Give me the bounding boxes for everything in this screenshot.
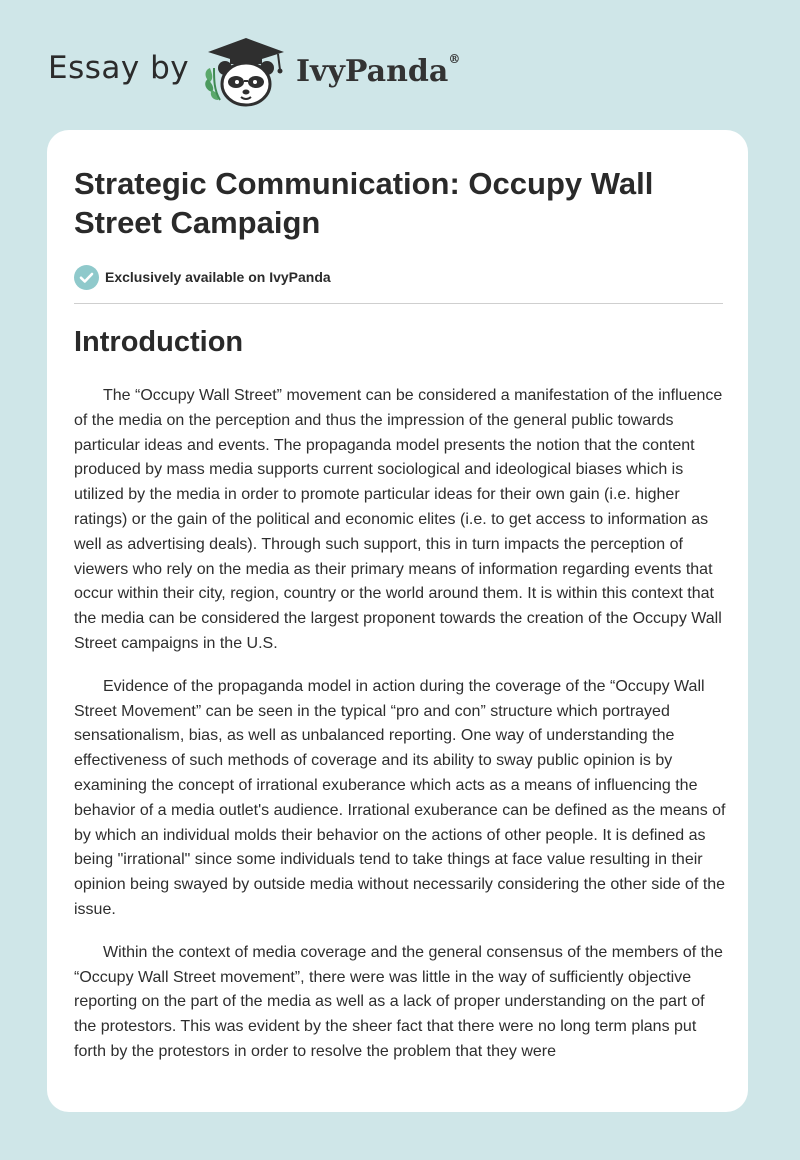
panda-logo-icon [200,34,292,110]
paragraph-3: Within the context of media coverage and the general consensus of the members of the “Occupy Wall Street movement”, there were was little in the way of sufficiently objective reporting on the part of the media as well as a lack of proper understanding on the part of the protestors. This was evident by the sheer fact that there were no long term plans put forth by the protestors in order to resolve the problem that they were [74,943,723,1060]
check-circle-icon [74,265,99,290]
brand-name: IvyPanda® [296,52,461,89]
article-card [47,130,748,1112]
exclusive-badge-label: Exclusively available on IvyPanda [105,269,331,285]
site-header [0,0,800,130]
essay-by-label: Essay by [48,50,190,86]
paragraph-2: Evidence of the propaganda model in action during the coverage of the “Occupy Wall Street Movement” can be seen in the typical “pro and con” structure which portrayed sensationalism, bias, as well as unbalanced reporting. One way of understanding the effectiveness of such methods of coverage and its ability to sway public opinion is by examining the concept of irrational exuberance which acts as a means of influencing the behavior of a media outlet's audience. Irrational exuberance can be defined as the means of by which an individual molds their behavior on the actions of other people. It is defined as being "irrational" since some individuals tend to take things at face value resulting in their opinion being swayed by outside media without necessarily considering the other side of the issue. [74,677,726,918]
section-heading: Introduction [74,326,244,358]
paragraph-1: The “Occupy Wall Street” movement can be considered a manifestation of the influence of the media on the perception and thus the impression of the general public towards particular ideas and events. The propaganda model presents the notion that the content produced by mass media supports current sociological and ideological biases which is utilized by the media in order to promote particular ideas for their own gain (i.e. higher ratings) or the gain of the political and economic elites (i.e. to get access to information as well as advertising deals). Through such support, this in turn impacts the perception of viewers who rely on the media as their primary means of information regarding events that occur within their city, region, country or the world around them. It is within this context that the media can be considered the largest proponent towards the creation of the Occupy Wall Street campaigns in the U.S. [74,387,723,652]
article-body [74,384,726,1083]
exclusive-badge [74,264,331,290]
title-divider [74,303,723,304]
article-title: Strategic Communication: Occupy Wall Street Campaign [74,166,654,240]
